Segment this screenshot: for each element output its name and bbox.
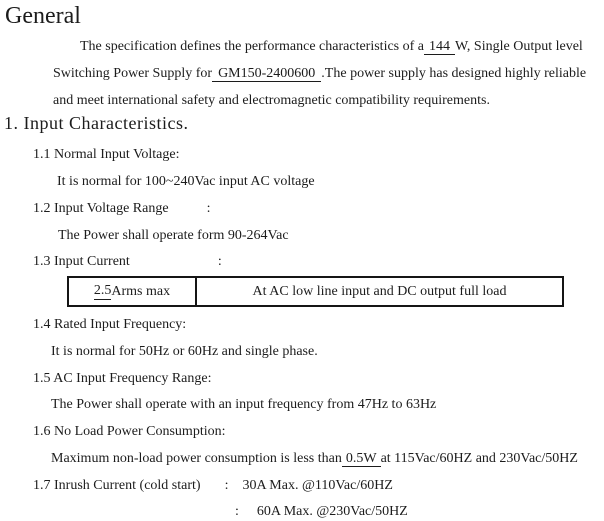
item-1-7-label: 1.7 Inrush Current (cold start) [33, 478, 201, 493]
general-heading: General [5, 3, 81, 29]
intro-line-1-pre: The specification defines the performance characteristics of a [80, 39, 424, 54]
intro-line-2-post: .The power supply has designed highly reliable [321, 66, 587, 81]
item-1-7-value-1: 30A Max. @110Vac/60HZ [242, 478, 393, 493]
item-1-2-colon: : [206, 201, 211, 216]
item-1-2-body: The Power shall operate form 90-264Vac [58, 228, 289, 243]
item-1-2-label [33, 200, 210, 218]
item-1-6-body [51, 450, 578, 468]
item-1-3-colon: : [217, 254, 222, 269]
item-1-7-colon-1: : [224, 478, 229, 493]
input-current-table [67, 276, 564, 307]
no-load-power-underlined-value: 0.5W [342, 451, 381, 467]
item-1-4-body: It is normal for 50Hz or 60Hz and single phase. [51, 344, 318, 359]
item-1-1-label: 1.1 Normal Input Voltage: [33, 147, 180, 162]
item-1-7-row-1 [33, 477, 393, 495]
input-current-underlined-value: 2.5 [93, 283, 112, 298]
input-current-value-unit: Arms max [111, 283, 171, 299]
item-1-3-label [33, 253, 222, 271]
intro-line-3: and meet international safety and electromagnetic compatibility requirements. [53, 93, 490, 108]
item-1-5-body: The Power shall operate with an input frequency from 47Hz to 63Hz [51, 397, 437, 412]
item-1-6-body-pre: Maximum non-load power consumption is less than [51, 451, 342, 466]
item-1-4-label: 1.4 Rated Input Frequency: [33, 317, 187, 332]
item-1-5-label: 1.5 AC Input Frequency Range: [33, 371, 212, 386]
item-1-6-label: 1.6 No Load Power Consumption: [33, 424, 226, 439]
section-1-heading: 1. Input Characteristics. [4, 113, 189, 133]
wattage-underlined-value: 144 [424, 39, 455, 55]
input-current-condition-cell: At AC low line input and DC output full load [252, 283, 507, 299]
input-current-value-cell [69, 278, 197, 305]
intro-line-1 [80, 38, 583, 56]
item-1-1-body: It is normal for 100~240Vac input AC voltage [57, 174, 315, 189]
intro-line-2 [53, 65, 586, 83]
item-1-3-label-text: 1.3 Input Current [33, 254, 130, 269]
item-1-7-value-2: 60A Max. @230Vac/50HZ [256, 504, 408, 519]
item-1-2-label-text: 1.2 Input Voltage Range [33, 201, 169, 216]
item-1-7-row-2 [235, 503, 408, 521]
item-1-7-colon-2: : [235, 504, 239, 519]
model-number-underlined-value: GM150-2400600 [212, 66, 321, 82]
item-1-6-body-post: at 115Vac/60HZ and 230Vac/50HZ [380, 451, 578, 466]
intro-line-2-pre: Switching Power Supply for [53, 66, 213, 81]
intro-line-1-post: W, Single Output level [455, 39, 583, 54]
